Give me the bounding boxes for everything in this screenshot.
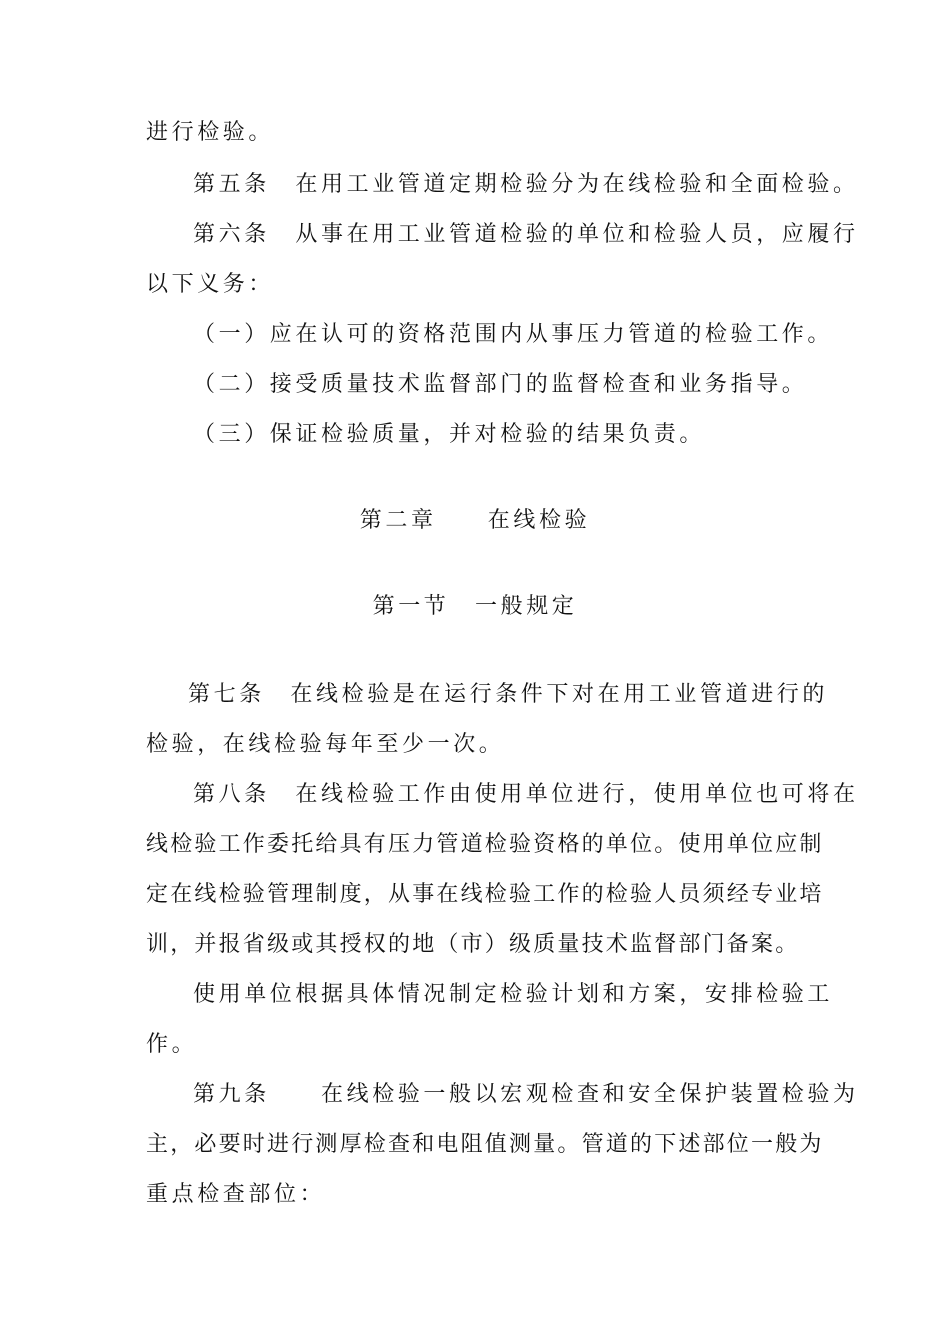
text-line: 使用单位根据具体情况制定检验计划和方案，安排检验工 (193, 982, 834, 1007)
article-9: 第九条 在线检验一般以宏观检查和安全保护装置检验为 (193, 1082, 859, 1107)
text-line: 以下义务： (146, 272, 275, 297)
article-6: 第六条 从事在用工业管道检验的单位和检验人员，应履行 (193, 222, 859, 247)
list-item-3: （三）保证检验质量，并对检验的结果负责。 (193, 422, 706, 447)
text-line: 重点检查部位： (146, 1182, 326, 1207)
chapter-title: 第二章 在线检验 (359, 508, 591, 533)
article-7: 第七条 在线检验是在运行条件下对在用工业管道进行的 (188, 682, 829, 707)
list-item-2: （二）接受质量技术监督部门的监督检查和业务指导。 (193, 372, 808, 397)
article-8: 第八条 在线检验工作由使用单位进行，使用单位也可将在 (193, 782, 859, 807)
text-line: 定在线检验管理制度，从事在线检验工作的检验人员须经专业培 (146, 882, 824, 907)
text-line: 作。 (146, 1032, 198, 1057)
text-line: 进行检验。 (146, 120, 275, 145)
text-line: 主，必要时进行测厚检查和电阻值测量。管道的下述部位一般为 (146, 1132, 824, 1157)
section-title: 第一节 一般规定 (372, 594, 578, 619)
article-5: 第五条 在用工业管道定期检验分为在线检验和全面检验。 (193, 172, 859, 197)
list-item-1: （一）应在认可的资格范围内从事压力管道的检验工作。 (193, 322, 834, 347)
text-line: 训，并报省级或其授权的地（市）级质量技术监督部门备案。 (146, 932, 800, 957)
text-line: 线检验工作委托给具有压力管道检验资格的单位。使用单位应制 (146, 832, 824, 857)
text-line: 检验，在线检验每年至少一次。 (146, 732, 505, 757)
